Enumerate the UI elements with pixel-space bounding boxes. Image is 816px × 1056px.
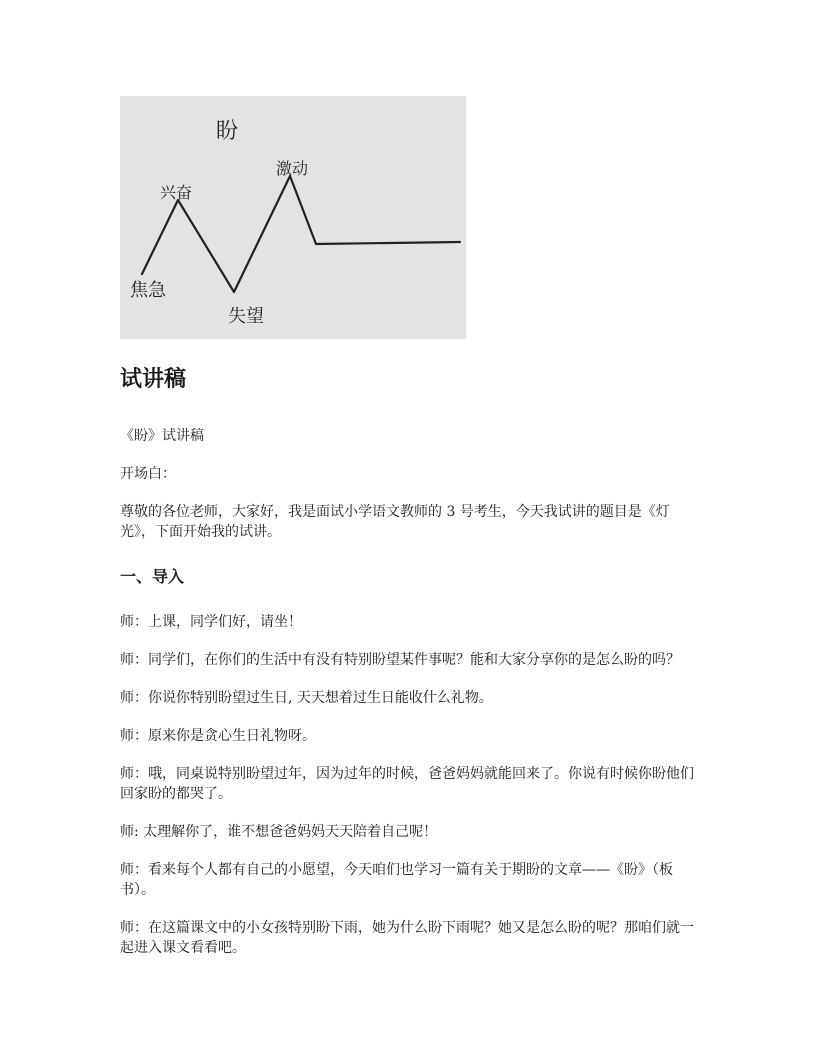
document-body: [120, 360, 700, 976]
paragraph: 师：看来每个人都有自己的小愿望，今天咱们也学习一篇有关于期盼的文章——《盼》（板书）。: [120, 862, 673, 898]
paragraph: 师：哦，同桌说特别盼望过年，因为过年的时候，爸爸妈妈就能回来了。你说有时候你盼他们回家盼的都哭了。: [120, 766, 694, 802]
opening-label: 开场白：: [120, 466, 176, 482]
figure-label-peak2: 激动: [276, 159, 309, 178]
paragraph: 师：同学们，在你们的生活中有没有特别盼望某件事呢？能和大家分享你的是怎么盼的吗？: [120, 652, 680, 668]
paragraph: 师：你说你特别盼望过生日, 天天想着过生日能收什么礼物。: [120, 690, 493, 706]
paragraph: 师：原来你是贪心生日礼物呀。: [120, 728, 316, 744]
figure-label-start: 焦急: [130, 280, 166, 301]
figure-label-valley: 失望: [228, 306, 264, 327]
subtitle: 《盼》试讲稿: [120, 428, 204, 444]
paragraph: 师：在这篇课文中的小女孩特别盼下雨，她为什么盼下雨呢？她又是怎么盼的呢？那咱们就一起进入课文看看吧。: [120, 920, 694, 956]
section-heading: 一、导入: [120, 567, 185, 586]
figure-label-top: 盼: [216, 119, 239, 144]
emotion-curve-drawing: [120, 96, 466, 339]
paragraph: 师：上课，同学们好，请坐！: [120, 614, 302, 630]
page-title: 试讲稿: [120, 367, 187, 392]
paragraph: 师: 太理解你了，谁不想爸爸妈妈天天陪着自己呢！: [120, 824, 438, 840]
figure-label-peak1: 兴奋: [160, 183, 193, 202]
opening-paragraph: 尊敬的各位老师，大家好，我是面试小学语文教师的 3 号考生，今天我试讲的题目是《灯光》，下面开始我的试讲。: [120, 504, 670, 540]
emotion-curve-photo: [120, 96, 466, 339]
